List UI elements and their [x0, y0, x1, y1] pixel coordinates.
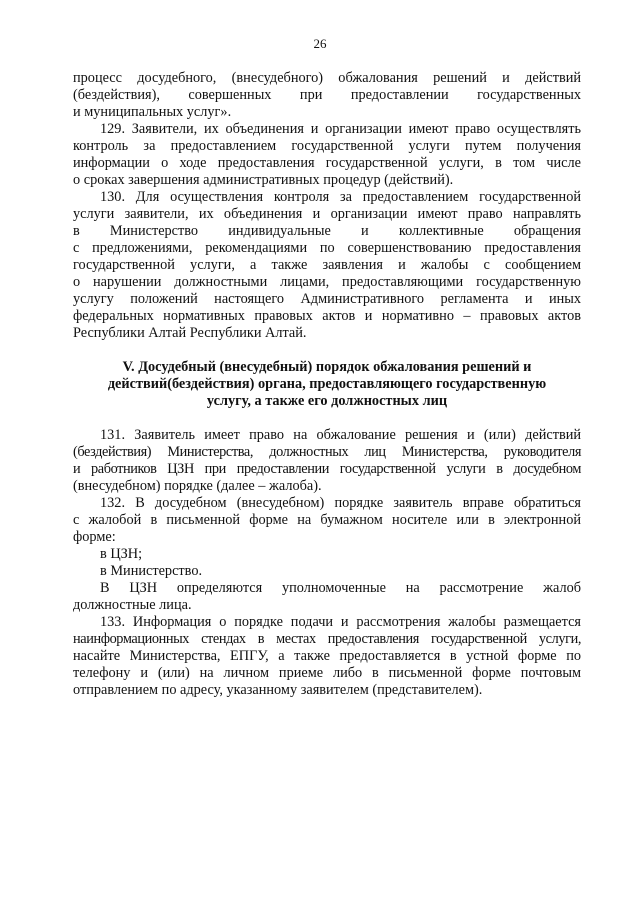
text-line: (бездействия), совершенных при предоставлении государственных: [73, 87, 581, 103]
paragraph-continuation: [73, 70, 581, 121]
text-line: процесс досудебного, (внесудебного) обжалования решений и действий: [73, 70, 581, 86]
list-item-ministry: [73, 563, 581, 580]
text-line: с предложениями, рекомендациями по совершенствованию предоставления: [73, 240, 581, 256]
heading-line: V. Досудебный (внесудебный) порядок обжалования решений и: [122, 359, 532, 375]
text-line: 131. Заявитель имеет право на обжалование решения и (или) действий: [100, 427, 581, 443]
text-line: в Министерство.: [100, 563, 203, 579]
text-line: и работников ЦЗН при предоставлении государственной услуги в досудебном: [73, 461, 581, 477]
paragraph-czn-officials: [73, 580, 581, 614]
text-line: 133. Информация о порядке подачи и рассмотрения жалобы размещается: [100, 614, 581, 630]
text-line: услуги заявители, их объединения и организации имеют право направлять: [73, 206, 581, 222]
text-line: федеральных нормативных правовых актов и нормативно – правовых актов: [73, 308, 581, 324]
heading-line: действий(бездействия) органа, предоставляющего государственную: [107, 376, 547, 392]
paragraph-132: [73, 495, 581, 546]
list-item-czn: [73, 546, 581, 563]
text-line: (внесудебном) порядке (далее – жалоба).: [73, 478, 322, 494]
text-line: с жалобой в письменной форме на бумажном носителе или в электронной: [73, 512, 581, 528]
text-line: Республики Алтай Республики Алтай.: [73, 325, 307, 341]
text-line: в Министерство индивидуальные и коллективные обращения: [73, 223, 581, 239]
heading-line: услугу, а также его должностных лиц: [206, 393, 448, 409]
paragraph-131: [73, 427, 581, 495]
text-line: 129. Заявители, их объединения и организации имеют право осуществлять: [100, 121, 581, 137]
paragraph-130: [73, 189, 581, 342]
paragraph-129: [73, 121, 581, 189]
text-line: в ЦЗН;: [100, 546, 143, 562]
text-line: и муниципальных услуг».: [73, 104, 232, 120]
section-heading: [73, 359, 581, 410]
text-line: услугу положений настоящего Административного регламента и иных: [73, 291, 581, 307]
text-line: контроль за предоставлением государственной услуги путем получения: [73, 138, 581, 154]
text-line: информации о ходе предоставления государственной услуги, в том числе: [73, 155, 581, 171]
text-line: телефону и (или) на личном приеме либо в письменной форме почтовым: [73, 665, 581, 681]
text-line: В ЦЗН определяются уполномоченные на рассмотрение жалоб: [100, 580, 581, 596]
text-line: наинформационных стендах в местах предоставления государственной услуги,: [73, 631, 581, 647]
text-line: 132. В досудебном (внесудебном) порядке заявитель вправе обратиться: [100, 495, 581, 511]
page-number: 26: [313, 36, 327, 51]
text-line: государственной услуги, а также заявления и жалобы с сообщением: [73, 257, 581, 273]
text-line: (бездействия) Министерства, должностных лиц Министерства, руководителя: [73, 444, 581, 460]
text-line: должностные лица.: [73, 597, 192, 613]
text-line: о сроках завершения административных процедур (действий).: [73, 172, 454, 188]
text-line: о нарушении должностными лицами, предоставляющими государственную: [73, 274, 581, 290]
text-line: форме:: [73, 529, 116, 545]
document-body: [73, 70, 581, 699]
text-line: отправлением по адресу, указанному заявителем (представителем).: [73, 682, 483, 698]
text-line: насайте Министерства, ЕПГУ, а также предоставляется в устной форме по: [73, 648, 581, 664]
text-line: 130. Для осуществления контроля за предоставлением государственной: [100, 189, 581, 205]
paragraph-133: [73, 614, 581, 699]
